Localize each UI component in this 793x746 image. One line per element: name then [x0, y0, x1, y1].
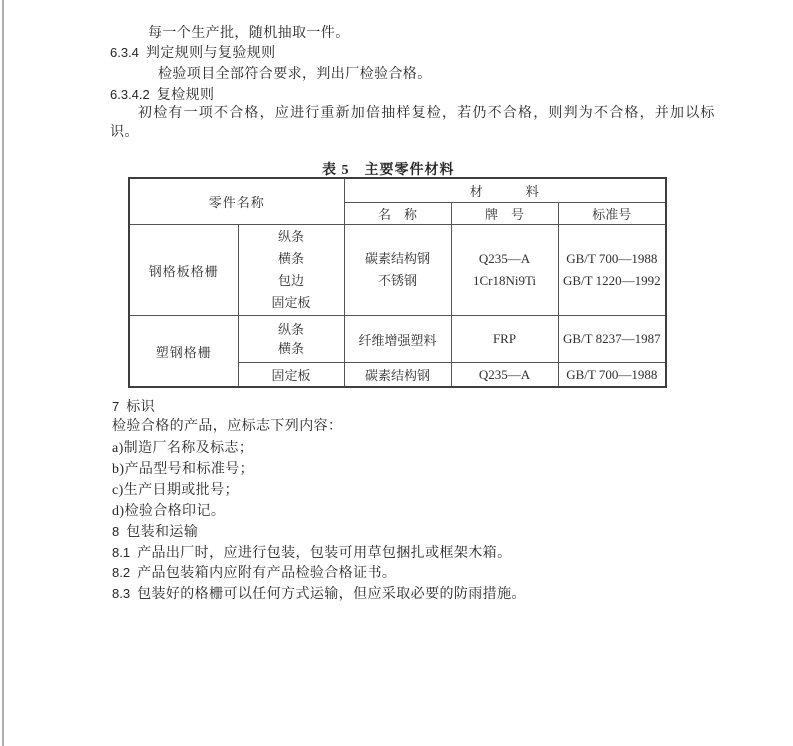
cell-part-items — [238, 225, 344, 316]
section-number: 8.1 — [112, 545, 131, 560]
cell-material-name: 碳素结构钢 — [344, 363, 451, 388]
material-standard: GB/T 1220—1992 — [562, 273, 661, 288]
section-number: 6.3.4 — [110, 45, 139, 60]
cell-part-item: 固定板 — [238, 363, 344, 388]
header-material-grade: 牌 号 — [451, 203, 558, 225]
cell-material-grade: FRP — [451, 316, 558, 363]
list-item-a: a)制造厂名称及标志； — [112, 441, 254, 456]
section-heading-7 — [112, 398, 155, 417]
section-heading-6-3-4 — [110, 44, 276, 63]
section-number: 8.3 — [112, 586, 131, 601]
cell-group-label: 塑钢格栅 — [129, 316, 238, 388]
materials-table — [128, 177, 667, 388]
paragraph-text: 产品包装箱内应附有产品检验合格证书。 — [137, 566, 397, 581]
section-title: 标识 — [126, 400, 156, 415]
section-title: 复检规则 — [156, 88, 215, 103]
paragraph-sampling: 每一个生产批，随机抽取一件。 — [148, 26, 350, 41]
header-material-name: 名 称 — [344, 203, 451, 225]
paragraph-text: 产品出厂时，应进行包装，包装可用草包捆扎或框架木箱。 — [137, 546, 512, 561]
list-item-d: d)检验合格印记。 — [112, 504, 226, 519]
section-heading-6-3-4-2 — [110, 86, 214, 105]
part-item: 横条 — [278, 341, 305, 356]
table-caption: 表 5 主要零件材料 — [322, 163, 455, 178]
page-edge-line — [2, 0, 4, 746]
section-number: 8 — [112, 524, 120, 539]
section-title: 判定规则与复验规则 — [145, 46, 276, 61]
part-item: 纵条 — [278, 322, 305, 337]
material-grade: Q235—A — [478, 251, 531, 266]
cell-material-standards — [558, 225, 666, 316]
table-row-frp-grating-1 — [129, 316, 666, 363]
material-name: 不锈钢 — [378, 273, 418, 288]
section-number: 8.2 — [112, 565, 131, 580]
cell-material-grade: Q235—A — [451, 363, 558, 388]
cell-group-label: 钢格板格栅 — [129, 225, 238, 316]
paragraph-8-2 — [112, 564, 396, 583]
list-item-b: b)产品型号和标准号； — [112, 462, 255, 477]
list-item-c: c)生产日期或批号； — [112, 483, 239, 498]
material-name: 碳素结构钢 — [365, 251, 431, 266]
cell-part-items — [238, 316, 344, 363]
table-row-steel-grating — [129, 225, 666, 316]
cell-material-standard: GB/T 700—1988 — [558, 363, 666, 388]
part-item: 固定板 — [271, 295, 311, 310]
header-part-name: 零件名称 — [129, 178, 344, 225]
table-header-row-1 — [129, 178, 666, 203]
cell-material-standard: GB/T 8237—1987 — [558, 316, 666, 363]
header-material-standard: 标准号 — [558, 203, 666, 225]
material-standard: GB/T 700—1988 — [566, 251, 658, 266]
part-item: 包边 — [278, 273, 305, 288]
material-grade: 1Cr18Ni9Ti — [472, 273, 537, 288]
section-heading-8 — [112, 523, 198, 542]
section-title: 包装和运输 — [126, 525, 199, 540]
cell-material-names — [344, 225, 451, 316]
paragraph-inspection-pass: 检验项目全部符合要求，判出厂检验合格。 — [158, 67, 432, 82]
cell-material-grades — [451, 225, 558, 316]
paragraph-text: 包装好的格栅可以任何方式运输，但应采取必要的防雨措施。 — [137, 587, 526, 602]
paragraph-8-3 — [112, 585, 526, 604]
paragraph-marking-intro: 检验合格的产品，应标志下列内容： — [112, 419, 343, 434]
section-number: 7 — [112, 399, 120, 414]
paragraph-recheck-rule-cont: 识。 — [110, 125, 139, 140]
part-item: 纵条 — [278, 229, 305, 244]
paragraph-8-1 — [112, 544, 511, 563]
cell-material-name: 纤维增强塑料 — [344, 316, 451, 363]
section-number: 6.3.4.2 — [110, 87, 150, 102]
part-item: 横条 — [278, 251, 305, 266]
header-material: 材 料 — [344, 178, 666, 203]
paragraph-recheck-rule: 初检有一项不合格，应进行重新加倍抽样复检，若仍不合格，则判为不合格，并加以标 — [138, 106, 716, 121]
